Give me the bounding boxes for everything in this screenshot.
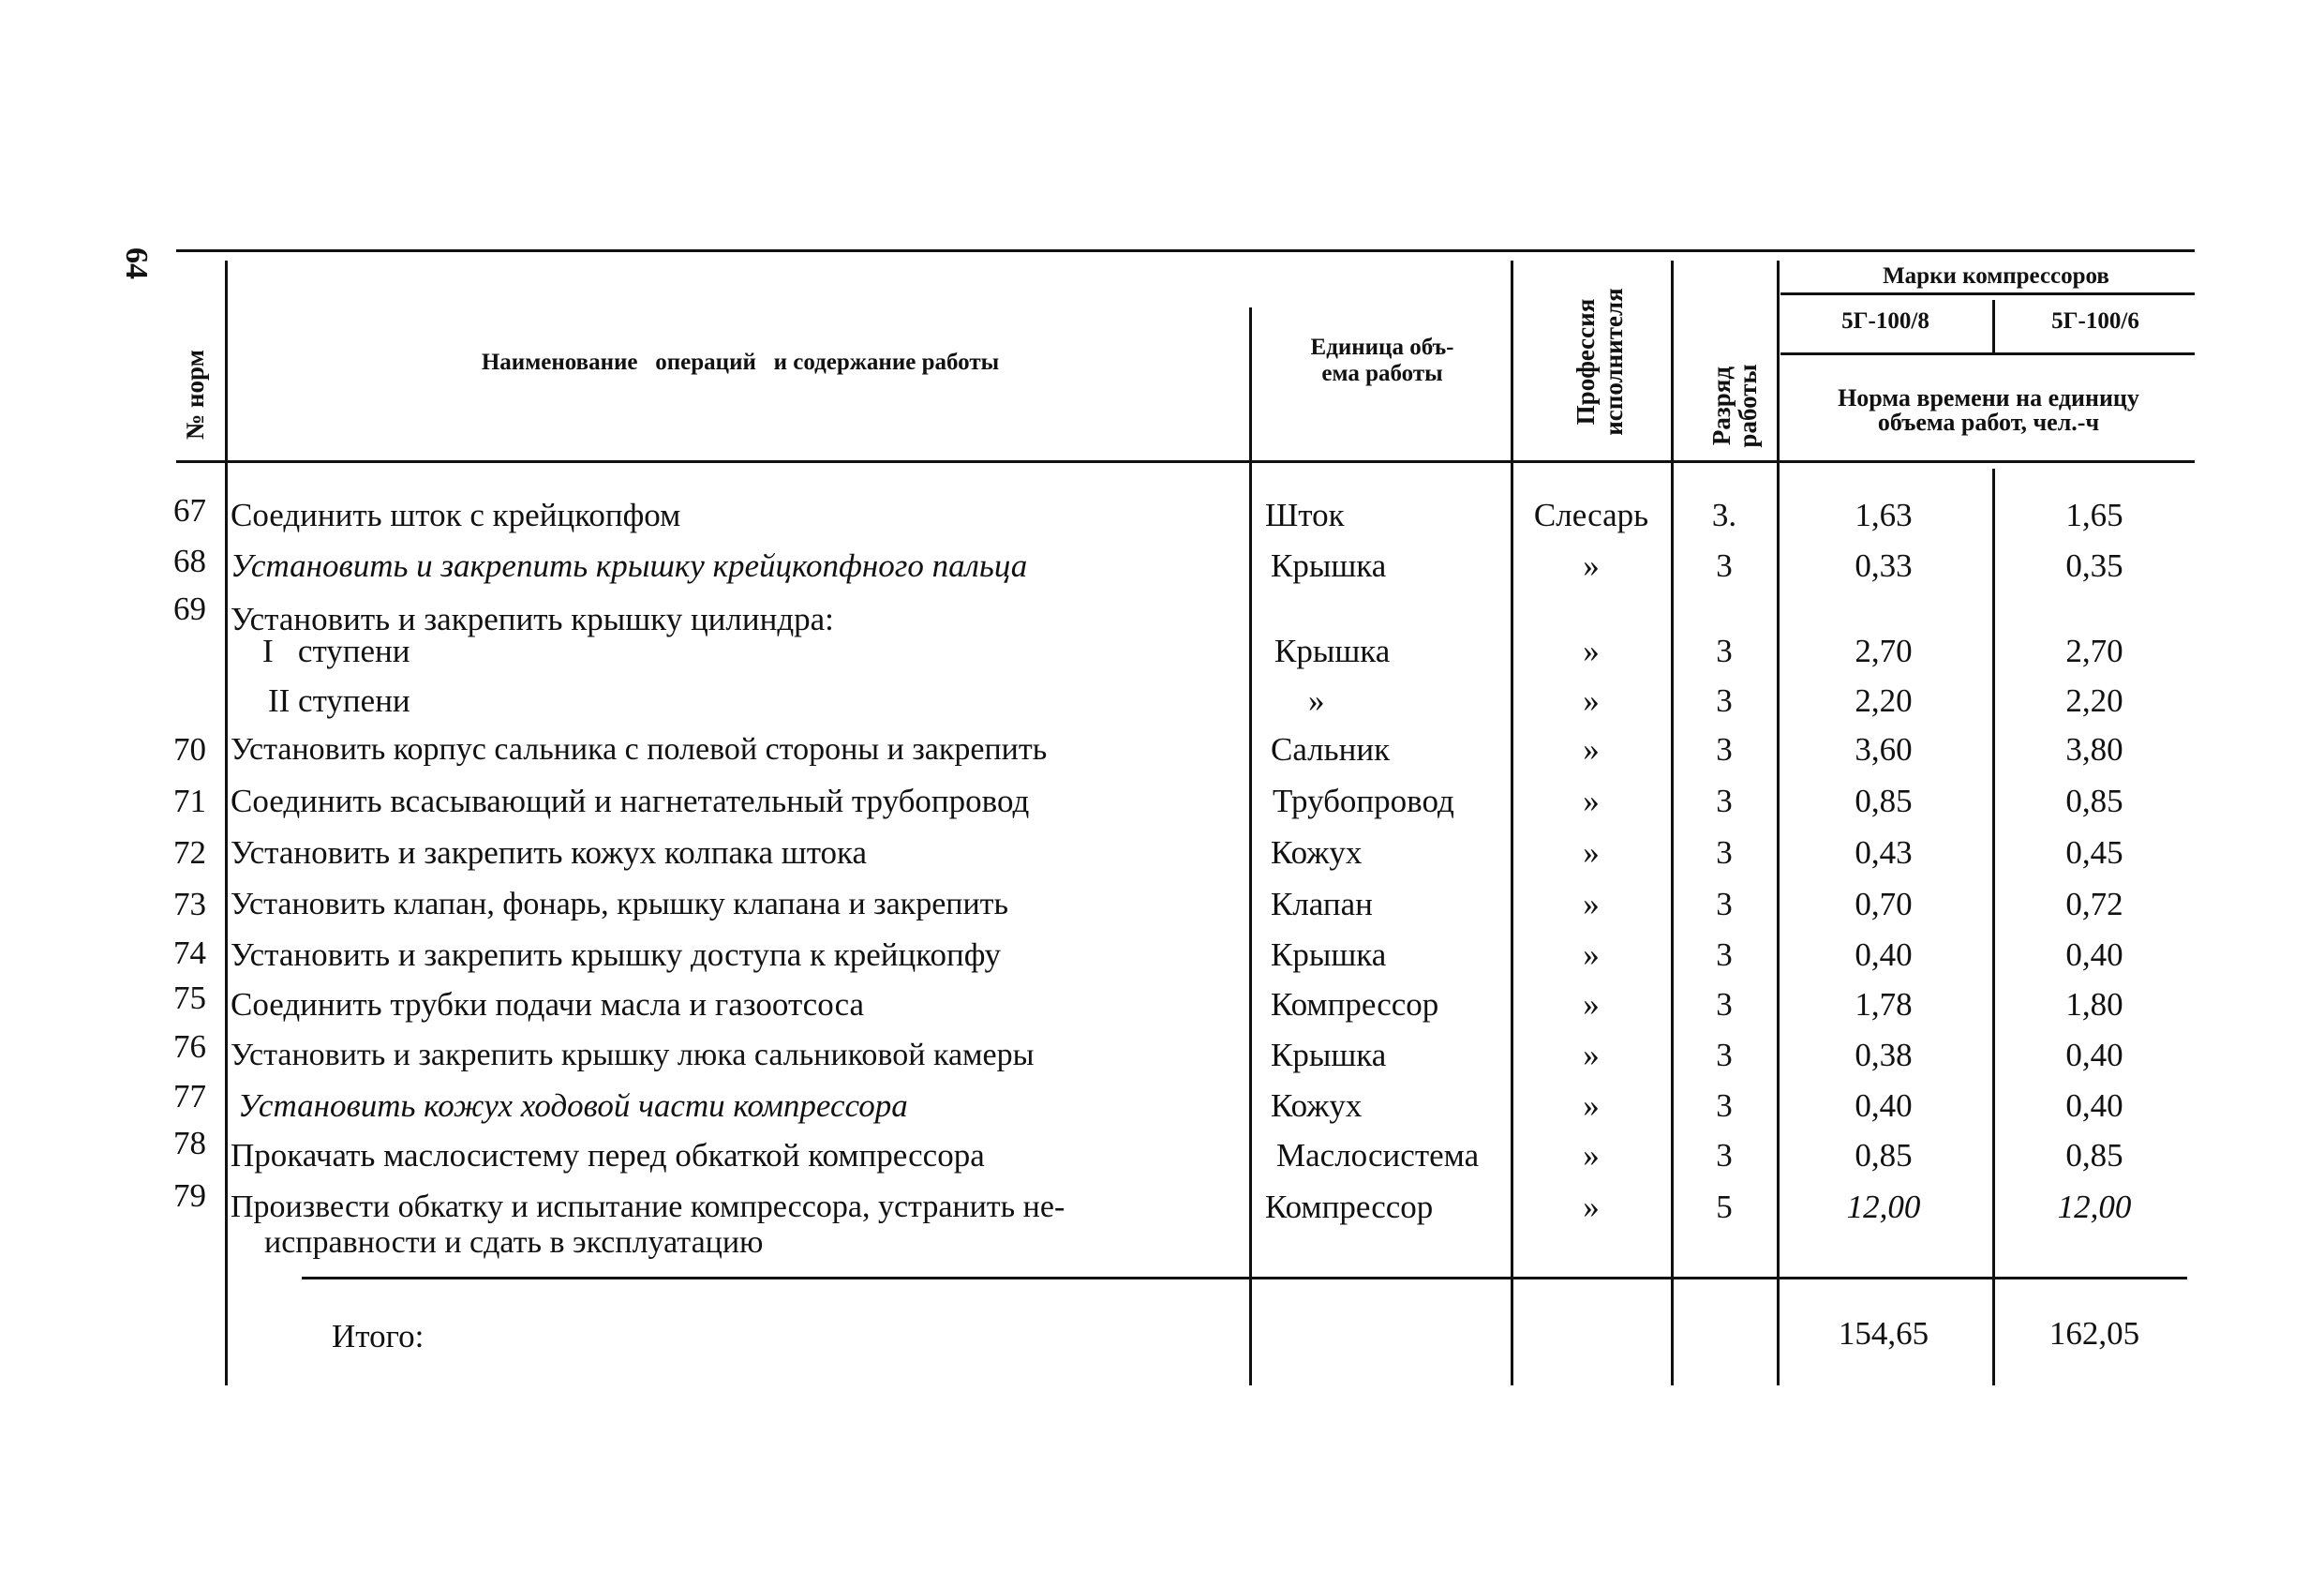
header-norm-2: объема работ, чел.-ч [1877, 409, 2100, 436]
row-name: Установить корпус сальника с полевой стороны и закрепить [231, 732, 1048, 767]
row-unit: Крышка [1271, 1037, 1387, 1073]
row-name: Соединить всасывающий и нагнетательный трубопровод [231, 783, 1030, 819]
row-no: 74 [173, 935, 206, 971]
row-value-1: 0,85 [1855, 1137, 1913, 1174]
total-value-1: 154,65 [1838, 1315, 1929, 1352]
row-unit: Крышка [1271, 547, 1387, 584]
norm-subrule [1780, 352, 2195, 355]
row-name: Соединить трубки подачи масла и газоотсоса [231, 986, 865, 1023]
row-no: 73 [173, 886, 206, 922]
row-unit: Компрессор [1271, 986, 1439, 1023]
row-no: 78 [173, 1125, 206, 1161]
header-bottom-rule [176, 460, 2195, 463]
row-grade: 3 [1716, 986, 1733, 1023]
table-top-rule [176, 249, 2195, 252]
row-value-1: 0,85 [1855, 783, 1913, 819]
row-prof: » [1583, 547, 1600, 584]
row-name: Установить и закрепить кожух колпака штока [231, 834, 868, 871]
row-no: 79 [173, 1177, 206, 1214]
row-no: 77 [173, 1078, 206, 1115]
row-value-1: 0,70 [1855, 886, 1913, 922]
row-value-2: 12,00 [2057, 1189, 2132, 1225]
col-divider-values [1777, 261, 1780, 1385]
row-no: 72 [173, 834, 206, 871]
row-value-2: 0,35 [2065, 547, 2123, 584]
col-divider-no [225, 261, 228, 1385]
row-unit: Трубопровод [1273, 783, 1454, 819]
row-name: Установить кожух ходовой части компрессора [238, 1087, 908, 1124]
row-name: Установить и закрепить крышку люка сальниковой камеры [231, 1038, 1035, 1072]
row-prof: » [1583, 1137, 1600, 1174]
col-divider-compressors [1992, 300, 1995, 352]
row-value-2: 3,80 [2065, 731, 2123, 768]
header-col-no: № норм [181, 350, 209, 440]
row-value-2: 0,45 [2065, 834, 2123, 871]
row-value-2: 0,72 [2065, 886, 2123, 922]
row-value-2: 1,80 [2065, 986, 2123, 1023]
row-value-2: 0,85 [2065, 1137, 2123, 1174]
row-no: 68 [173, 543, 206, 579]
row-prof: » [1583, 633, 1600, 669]
row-value-1: 1,78 [1855, 986, 1913, 1023]
header-col-grade-2: работы [1734, 364, 1762, 448]
row-value-1: 2,70 [1855, 633, 1913, 669]
row-value-2: 2,20 [2065, 682, 2123, 719]
page-number: 64 [119, 247, 154, 279]
row-grade: 3 [1716, 633, 1733, 669]
row-value-2: 1,65 [2065, 497, 2123, 533]
row-value-1: 12,00 [1846, 1189, 1921, 1225]
row-no: 75 [173, 980, 206, 1016]
header-col-prof-1: Профессия [1572, 298, 1600, 426]
col-divider-compressors-body [1992, 469, 1995, 1385]
row-prof: » [1583, 1087, 1600, 1124]
row-name: Прокачать маслосистему перед обкаткой компрессора [231, 1137, 985, 1174]
row-prof: » [1583, 834, 1600, 871]
row-grade: 5 [1716, 1189, 1733, 1225]
row-grade: 3 [1716, 1037, 1733, 1073]
row-no: 67 [173, 492, 206, 529]
row-name: I ступени [262, 633, 410, 669]
row-unit: Кожух [1271, 1087, 1363, 1124]
row-grade: 3 [1716, 547, 1733, 584]
row-grade: 3 [1716, 1137, 1733, 1174]
header-compressors-title: Марки компрессоров [1883, 263, 2109, 289]
compressors-subrule [1780, 292, 2195, 295]
row-no: 69 [173, 591, 206, 627]
row-value-1: 0,43 [1855, 834, 1913, 871]
row-unit: Крышка [1271, 936, 1387, 973]
row-name: Установить и закрепить крышку крейцкопфного пальца [231, 547, 1028, 584]
col-divider-unit [1249, 307, 1252, 1385]
row-no: 76 [173, 1028, 206, 1065]
col-divider-grade [1671, 261, 1674, 1385]
row-value-1: 0,38 [1855, 1037, 1913, 1073]
row-unit: Компрессор [1265, 1189, 1434, 1225]
row-value-1: 3,60 [1855, 731, 1913, 768]
row-prof: » [1583, 682, 1600, 719]
row-prof: » [1583, 1037, 1600, 1073]
row-grade: 3 [1716, 936, 1733, 973]
row-name: исправности и сдать в эксплуатацию [264, 1225, 764, 1260]
row-unit: Маслосистема [1276, 1137, 1480, 1174]
row-no: 71 [173, 783, 206, 819]
row-grade: 3 [1716, 783, 1733, 819]
row-value-2: 0,40 [2065, 1037, 2123, 1073]
total-value-2: 162,05 [2048, 1315, 2140, 1352]
row-value-1: 2,20 [1855, 682, 1913, 719]
row-value-2: 0,40 [2065, 936, 2123, 973]
row-prof: » [1583, 1189, 1600, 1225]
row-name: Установить и закрепить крышку доступа к крейцкопфу [231, 936, 1002, 973]
header-norm-1: Норма времени на единицу [1838, 384, 2139, 411]
row-unit: Клапан [1271, 886, 1373, 922]
row-grade: 3 [1716, 834, 1733, 871]
total-label: Итого: [332, 1318, 425, 1354]
header-col-grade-1: Разряд [1707, 366, 1736, 446]
row-grade: 3 [1716, 1087, 1733, 1124]
row-prof: » [1583, 886, 1600, 922]
header-compressor-2: 5Г-100/6 [2051, 308, 2139, 334]
row-name: Произвести обкатку и испытание компрессора, устранить не- [231, 1189, 1065, 1224]
header-col-unit-1: Единица объ- [1310, 335, 1454, 360]
row-value-1: 0,33 [1855, 547, 1913, 584]
row-unit: Крышка [1274, 633, 1391, 669]
row-no: 70 [173, 731, 206, 768]
col-divider-prof [1511, 261, 1513, 1385]
total-separator-rule [302, 1277, 2187, 1279]
row-unit: Сальник [1271, 731, 1391, 768]
row-value-2: 0,85 [2065, 783, 2123, 819]
row-prof: » [1583, 986, 1600, 1023]
row-grade: 3 [1716, 731, 1733, 768]
row-unit: Кожух [1271, 834, 1363, 871]
row-grade: 3 [1716, 682, 1733, 719]
row-prof: » [1583, 936, 1600, 973]
row-grade: 3. [1711, 497, 1737, 533]
row-name: Установить и закрепить крышку цилиндра: [231, 601, 834, 637]
row-value-1: 1,63 [1855, 497, 1913, 533]
row-prof: » [1583, 731, 1600, 768]
row-name: Соединить шток с крейцкопфом [231, 497, 681, 533]
header-col-prof-2: исполнителя [1600, 288, 1628, 436]
row-value-2: 0,40 [2065, 1087, 2123, 1124]
row-prof: » [1583, 783, 1600, 819]
row-name: II ступени [268, 682, 410, 719]
row-name: Установить клапан, фонарь, крышку клапана и закрепить [231, 887, 1009, 921]
header-col-name: Наименование операций и содержание работы [481, 350, 1000, 375]
row-unit: Шток [1265, 497, 1345, 533]
row-grade: 3 [1716, 886, 1733, 922]
header-col-unit-2: ема работы [1321, 361, 1443, 386]
row-value-2: 2,70 [2065, 633, 2123, 669]
row-value-1: 0,40 [1855, 936, 1913, 973]
header-compressor-1: 5Г-100/8 [1841, 308, 1929, 334]
row-unit: » [1308, 682, 1325, 719]
row-prof: Слесарь [1533, 497, 1649, 533]
row-value-1: 0,40 [1855, 1087, 1913, 1124]
